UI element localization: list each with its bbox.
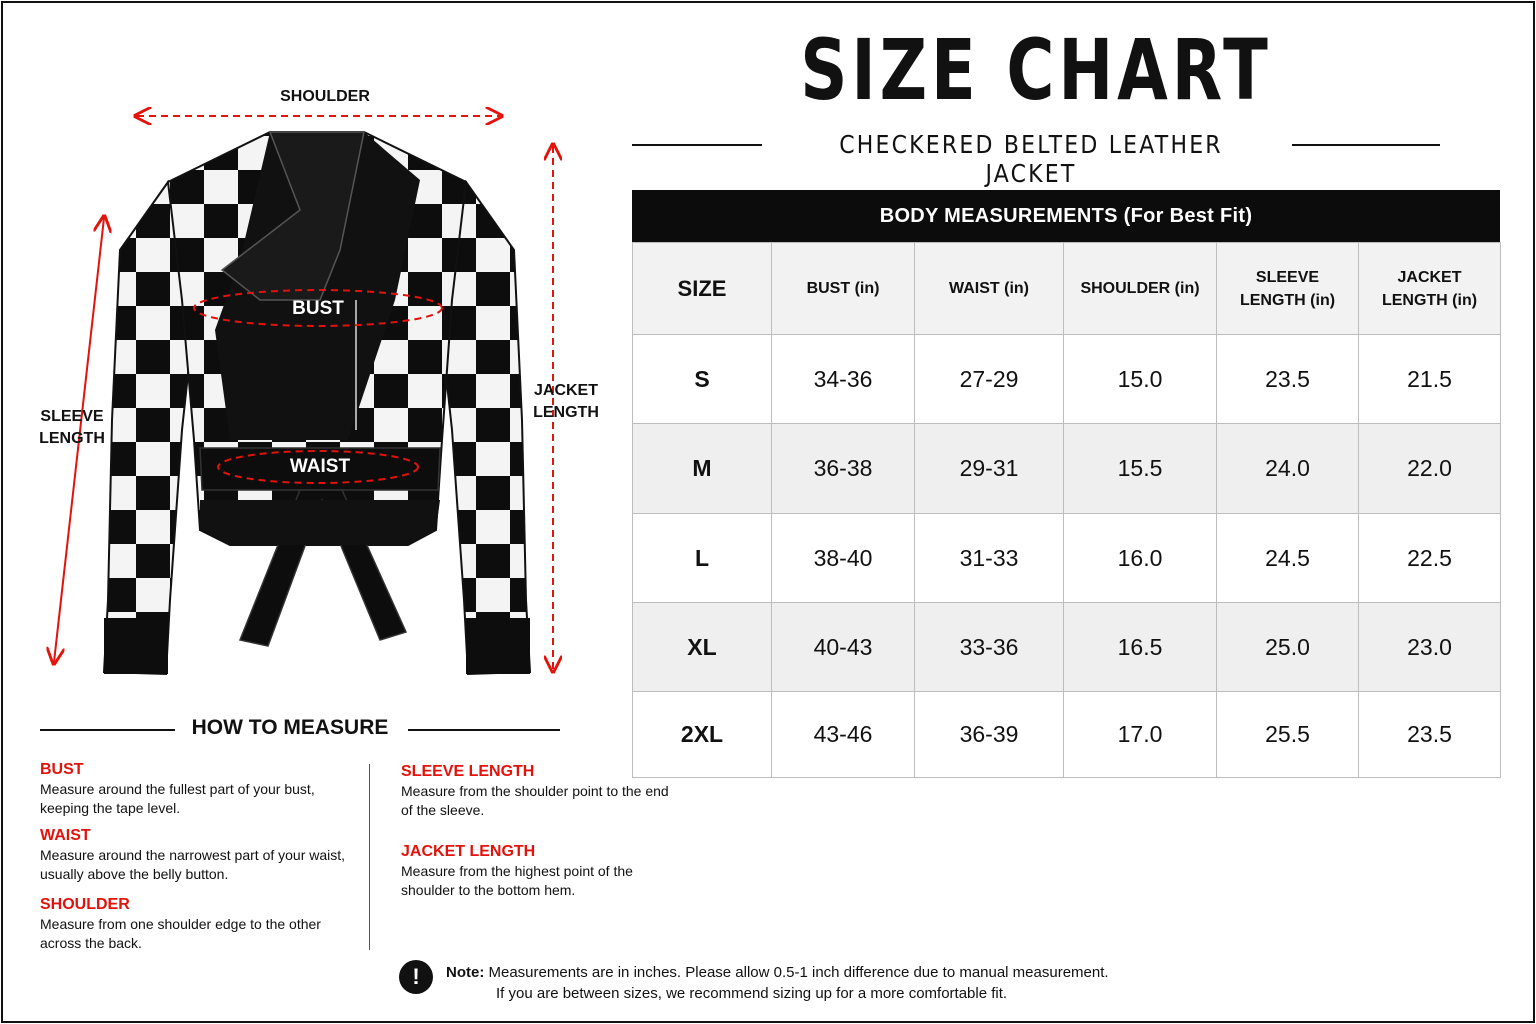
subtitle-rule-right	[1292, 144, 1440, 146]
table-cell: 15.5	[1064, 424, 1217, 514]
note-label: Note:	[446, 964, 485, 981]
column-header: WAIST (in)	[915, 243, 1064, 335]
table-row	[633, 424, 1501, 514]
column-header: BUST (in)	[772, 243, 915, 335]
table-row	[633, 335, 1501, 424]
table-cell: 16.5	[1064, 603, 1217, 692]
measure-desc: Measure from the shoulder point to the end of the sleeve.	[401, 783, 669, 818]
measurements-table	[632, 242, 1501, 778]
product-subtitle: CHECKERED BELTED LEATHER JACKET	[839, 130, 1223, 188]
note-line-1	[446, 962, 1206, 983]
sleeve-length-text: SLEEVE LENGTH	[39, 408, 105, 447]
how-to-measure-title: HOW TO MEASURE	[191, 716, 389, 739]
table-cell: 15.0	[1064, 335, 1217, 424]
table-cell: 24.0	[1217, 424, 1359, 514]
measure-label: SHOULDER	[40, 896, 130, 913]
waist-label: WAIST	[289, 456, 351, 477]
measure-label: SLEEVE LENGTH	[401, 763, 535, 780]
measure-desc: Measure around the narrowest part of your waist, usually above the belly button.	[40, 847, 346, 882]
measure-bust	[40, 760, 358, 818]
table-cell: 16.0	[1064, 514, 1217, 603]
table-cell: 17.0	[1064, 692, 1217, 778]
jacket-length-label	[524, 380, 608, 424]
table-cell: 43-46	[772, 692, 915, 778]
table-heading: BODY MEASUREMENTS (For Best Fit)	[632, 190, 1500, 242]
column-header: SIZE	[633, 243, 772, 335]
subtitle-rule-left	[632, 144, 762, 146]
column-header: SHOULDER (in)	[1064, 243, 1217, 335]
size-cell: M	[633, 424, 772, 514]
note	[446, 962, 1206, 1004]
table-cell: 23.5	[1217, 335, 1359, 424]
table-row	[633, 514, 1501, 603]
measure-waist	[40, 826, 358, 884]
size-cell: S	[633, 335, 772, 424]
size-table	[632, 190, 1500, 778]
right-cuff	[466, 618, 530, 674]
shoulder-label: SHOULDER	[280, 88, 370, 105]
table-cell: 24.5	[1217, 514, 1359, 603]
size-cell: XL	[633, 603, 772, 692]
table-cell: 36-39	[915, 692, 1064, 778]
column-header	[1359, 243, 1501, 335]
measure-sleeve-length	[401, 762, 671, 820]
bust-label: BUST	[292, 298, 344, 319]
column-header	[1217, 243, 1359, 335]
table-cell: 25.0	[1217, 603, 1359, 692]
measure-jacket-length	[401, 842, 671, 900]
table-cell: 40-43	[772, 603, 915, 692]
subtitle-row	[632, 130, 1440, 188]
measure-label: WAIST	[40, 827, 91, 844]
measure-desc: Measure from one shoulder edge to the other across the back.	[40, 916, 321, 951]
table-cell: 31-33	[915, 514, 1064, 603]
htm-rule-right	[408, 729, 560, 731]
htm-rule-left	[40, 729, 175, 731]
measure-desc: Measure around the fullest part of your bust, keeping the tape level.	[40, 781, 315, 816]
table-cell: 22.5	[1359, 514, 1501, 603]
table-cell: 23.5	[1359, 692, 1501, 778]
table-cell: 34-36	[772, 335, 915, 424]
page-title: SIZE CHART	[800, 21, 1272, 119]
table-cell: 36-38	[772, 424, 915, 514]
table-cell: 27-29	[915, 335, 1064, 424]
measure-shoulder	[40, 895, 358, 953]
table-cell: 22.0	[1359, 424, 1501, 514]
column-header-text: SLEEVE LENGTH (in)	[1239, 268, 1336, 309]
table-cell: 33-36	[915, 603, 1064, 692]
jacket-diagram	[0, 80, 640, 690]
left-cuff	[104, 618, 168, 674]
sleeve-length-label	[28, 406, 116, 450]
table-cell: 23.0	[1359, 603, 1501, 692]
note-text-1: Measurements are in inches. Please allow 0.5-1 inch difference due to manual measurement.	[488, 964, 1109, 981]
how-to-measure-heading-row	[40, 716, 560, 744]
table-cell: 25.5	[1217, 692, 1359, 778]
size-cell: L	[633, 514, 772, 603]
size-cell: 2XL	[633, 692, 772, 778]
table-cell: 21.5	[1359, 335, 1501, 424]
measure-label: BUST	[40, 761, 84, 778]
column-divider	[369, 764, 370, 950]
measure-label: JACKET LENGTH	[401, 843, 536, 860]
table-cell: 38-40	[772, 514, 915, 603]
table-cell: 29-31	[915, 424, 1064, 514]
measure-desc: Measure from the highest point of the shoulder to the bottom hem.	[401, 863, 633, 898]
column-header-text: JACKET LENGTH (in)	[1381, 268, 1478, 309]
note-line-2: If you are between sizes, we recommend sizing up for a more comfortable fit.	[496, 985, 1008, 1002]
jacket-length-text: JACKET LENGTH	[533, 382, 599, 421]
table-row	[633, 692, 1501, 778]
exclamation-icon: !	[399, 960, 433, 994]
table-row	[633, 603, 1501, 692]
